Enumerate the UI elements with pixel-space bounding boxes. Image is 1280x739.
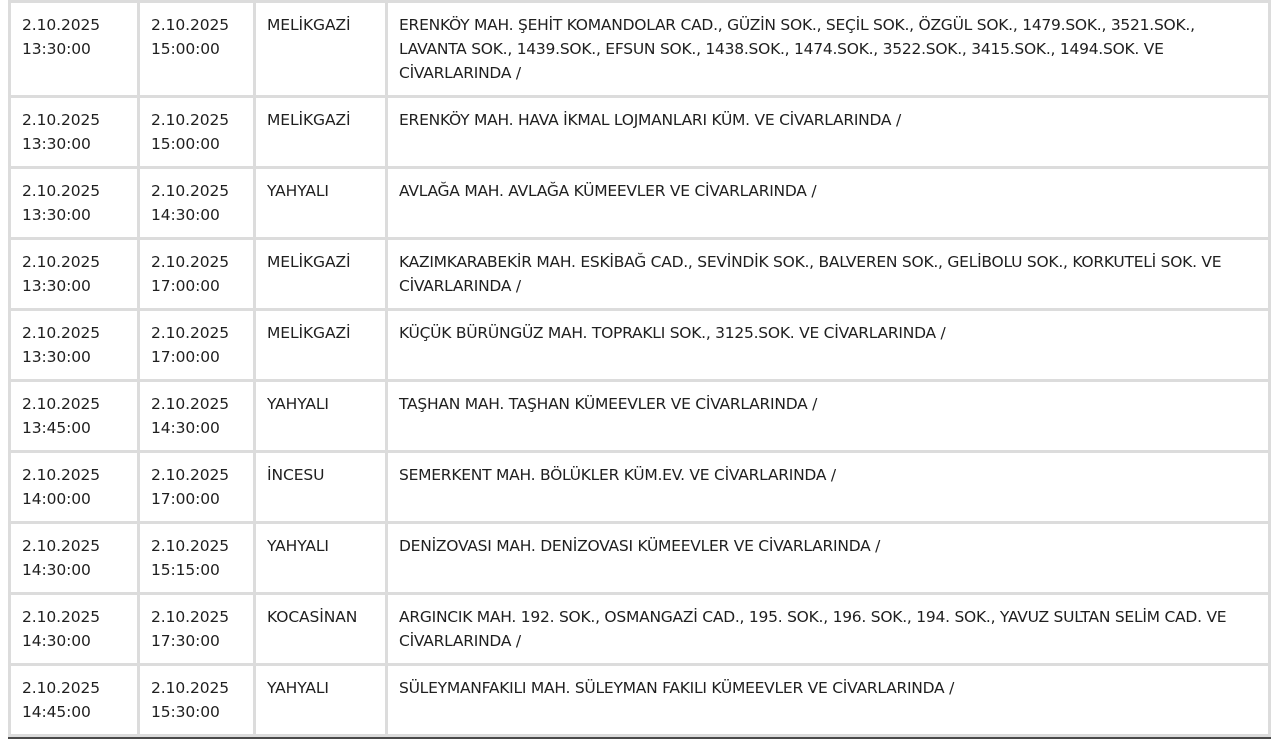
start-date: 2.10.2025 (22, 253, 100, 271)
start-time: 13:45:00 (22, 419, 91, 437)
outage-table (8, 0, 1271, 739)
end-time: 15:30:00 (151, 703, 220, 721)
start-datetime-cell (11, 524, 137, 592)
end-date: 2.10.2025 (151, 111, 229, 129)
district-cell: MELİKGAZİ (256, 98, 385, 166)
end-date: 2.10.2025 (151, 16, 229, 34)
table-row (11, 3, 1268, 95)
start-time: 13:30:00 (22, 206, 91, 224)
district-cell: YAHYALI (256, 524, 385, 592)
end-datetime-cell (140, 311, 253, 379)
end-date: 2.10.2025 (151, 253, 229, 271)
end-datetime-cell (140, 240, 253, 308)
address-cell: KAZIMKARABEKİR MAH. ESKİBAĞ CAD., SEVİNDİK SOK., BALVEREN SOK., GELİBOLU SOK., KORKUTELİ SOK. VE CİVARLARINDA / (388, 240, 1268, 308)
start-time: 13:30:00 (22, 348, 91, 366)
address-cell: TAŞHAN MAH. TAŞHAN KÜMEEVLER VE CİVARLARINDA / (388, 382, 1268, 450)
address-cell: SÜLEYMANFAKILI MAH. SÜLEYMAN FAKILI KÜMEEVLER VE CİVARLARINDA / (388, 666, 1268, 734)
end-time: 17:00:00 (151, 490, 220, 508)
end-date: 2.10.2025 (151, 182, 229, 200)
start-time: 13:30:00 (22, 277, 91, 295)
address-cell: SEMERKENT MAH. BÖLÜKLER KÜM.EV. VE CİVARLARINDA / (388, 453, 1268, 521)
table-row (11, 98, 1268, 166)
end-time: 17:30:00 (151, 632, 220, 650)
start-date: 2.10.2025 (22, 324, 100, 342)
start-datetime-cell (11, 98, 137, 166)
end-time: 15:00:00 (151, 135, 220, 153)
start-datetime-cell (11, 382, 137, 450)
end-time: 17:00:00 (151, 348, 220, 366)
end-date: 2.10.2025 (151, 537, 229, 555)
address-cell: KÜÇÜK BÜRÜNGÜZ MAH. TOPRAKLI SOK., 3125.SOK. VE CİVARLARINDA / (388, 311, 1268, 379)
start-date: 2.10.2025 (22, 537, 100, 555)
end-time: 14:30:00 (151, 419, 220, 437)
start-time: 13:30:00 (22, 135, 91, 153)
address-cell: ERENKÖY MAH. HAVA İKMAL LOJMANLARI KÜM. VE CİVARLARINDA / (388, 98, 1268, 166)
table-row (11, 666, 1268, 734)
start-time: 13:30:00 (22, 40, 91, 58)
start-date: 2.10.2025 (22, 679, 100, 697)
end-time: 15:15:00 (151, 561, 220, 579)
start-date: 2.10.2025 (22, 395, 100, 413)
start-date: 2.10.2025 (22, 111, 100, 129)
end-datetime-cell (140, 3, 253, 95)
table-row (11, 595, 1268, 663)
start-datetime-cell (11, 240, 137, 308)
start-date: 2.10.2025 (22, 182, 100, 200)
start-datetime-cell (11, 666, 137, 734)
start-datetime-cell (11, 3, 137, 95)
start-date: 2.10.2025 (22, 466, 100, 484)
district-cell: YAHYALI (256, 666, 385, 734)
start-datetime-cell (11, 453, 137, 521)
district-cell: YAHYALI (256, 169, 385, 237)
end-datetime-cell (140, 595, 253, 663)
table-row (11, 524, 1268, 592)
address-cell: ARGINCIK MAH. 192. SOK., OSMANGAZİ CAD., 195. SOK., 196. SOK., 194. SOK., YAVUZ SULTAN SELİM CAD. VE CİVARLARINDA / (388, 595, 1268, 663)
table-row (11, 453, 1268, 521)
table-row (11, 382, 1268, 450)
address-cell: AVLAĞA MAH. AVLAĞA KÜMEEVLER VE CİVARLARINDA / (388, 169, 1268, 237)
end-date: 2.10.2025 (151, 395, 229, 413)
outage-table-body (11, 3, 1268, 734)
start-datetime-cell (11, 169, 137, 237)
start-date: 2.10.2025 (22, 608, 100, 626)
end-date: 2.10.2025 (151, 324, 229, 342)
end-date: 2.10.2025 (151, 466, 229, 484)
start-date: 2.10.2025 (22, 16, 100, 34)
end-time: 15:00:00 (151, 40, 220, 58)
table-row (11, 240, 1268, 308)
district-cell: KOCASİNAN (256, 595, 385, 663)
end-datetime-cell (140, 666, 253, 734)
start-datetime-cell (11, 311, 137, 379)
table-row (11, 169, 1268, 237)
district-cell: İNCESU (256, 453, 385, 521)
end-date: 2.10.2025 (151, 608, 229, 626)
table-row (11, 311, 1268, 379)
end-datetime-cell (140, 453, 253, 521)
start-time: 14:00:00 (22, 490, 91, 508)
end-time: 14:30:00 (151, 206, 220, 224)
end-datetime-cell (140, 524, 253, 592)
end-time: 17:00:00 (151, 277, 220, 295)
address-cell: ERENKÖY MAH. ŞEHİT KOMANDOLAR CAD., GÜZİN SOK., SEÇİL SOK., ÖZGÜL SOK., 1479.SOK., 3521.SOK., LAVANTA SOK., 1439.SOK., EFSUN SOK., 1438.SOK., 1474.SOK., 3522.SOK., 3415.SOK., 1494.SOK. VE CİVARLARINDA / (388, 3, 1268, 95)
district-cell: YAHYALI (256, 382, 385, 450)
end-date: 2.10.2025 (151, 679, 229, 697)
start-time: 14:45:00 (22, 703, 91, 721)
start-datetime-cell (11, 595, 137, 663)
address-cell: DENİZOVASI MAH. DENİZOVASI KÜMEEVLER VE CİVARLARINDA / (388, 524, 1268, 592)
district-cell: MELİKGAZİ (256, 311, 385, 379)
start-time: 14:30:00 (22, 561, 91, 579)
start-time: 14:30:00 (22, 632, 91, 650)
end-datetime-cell (140, 98, 253, 166)
end-datetime-cell (140, 169, 253, 237)
end-datetime-cell (140, 382, 253, 450)
district-cell: MELİKGAZİ (256, 240, 385, 308)
district-cell: MELİKGAZİ (256, 3, 385, 95)
